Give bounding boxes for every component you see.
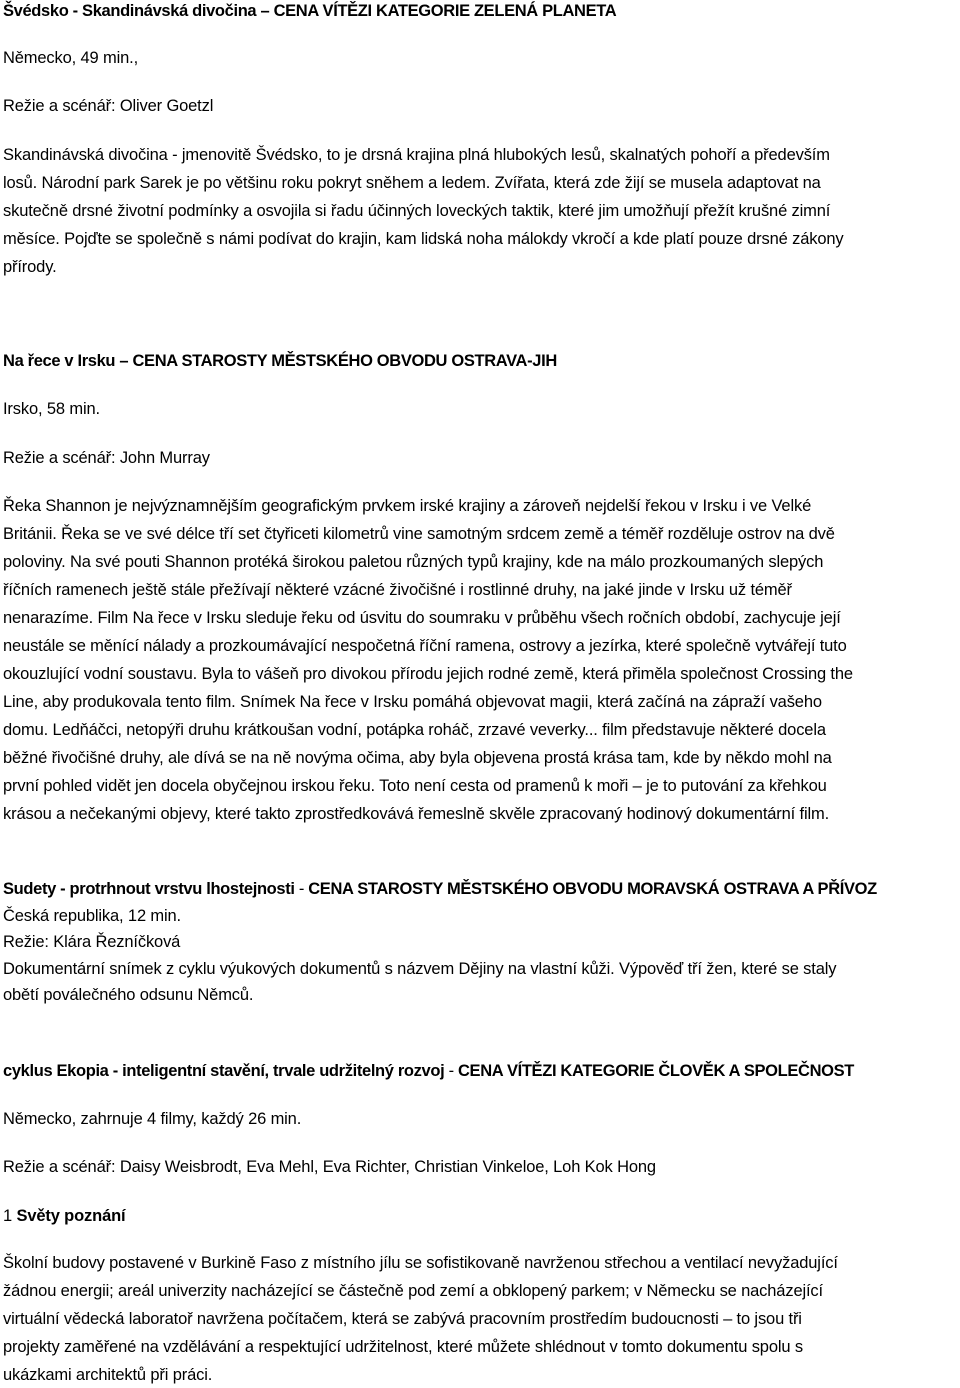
film-title-ekopia [3,1061,854,1081]
description-line: projekty zaměřené na vzdělávání a respektující udržitelnost, které můžete shlédnout v tomto dokumentu spolu s [3,1338,803,1356]
description-line: Dokumentární snímek z cyklu výukových dokumentů s názvem Dějiny na vlastní kůži. Výpověď tří žen, které se staly [3,960,837,978]
film-title-sweden [3,1,616,21]
description-line: ukázkami architektů při práci. [3,1366,213,1384]
description-line: obětí poválečného odsunu Němců. [3,986,254,1004]
description-line: domu. Ledňáčci, netopýři druhu krátkoušan vodní, potápka roháč, zrzavé veverky... film představuje některé docela [3,721,826,739]
award-name: CENA STAROSTY MĚSTSKÉHO OBVODU OSTRAVA-JIH [132,352,557,370]
film-director: Režie a scénář: Daisy Weisbrodt, Eva Mehl, Eva Richter, Christian Vinkeloe, Loh Kok Hong [3,1158,656,1176]
description-line: neustále se měnící nálady a prozkoumávající nespočetná říční ramena, ostrovy a jezírka, které společně vytvářejí tuto [3,637,847,655]
title-separator: – [115,352,133,370]
film-name: Na řece v Irsku [3,352,116,370]
description-line: měsíce. Pojďte se společně s námi podívat do krajin, kam lidská noha málokdy vkročí a kde platí pouze drsné zákony [3,230,844,248]
title-separator: - [444,1062,458,1080]
film-country: Česká republika, 12 min. [3,907,181,925]
film-name: Švédsko - Skandinávská divočina [3,2,257,20]
description-line: poloviny. Na své pouti Shannon protéká širokou paletou různých typů krajiny, kde na málo prozkoumaných slepých [3,553,824,571]
film-title-sudety [3,879,877,899]
film-country: Německo, 49 min., [3,49,139,67]
description-line: žádnou energii; areál univerzity nacházející se částečně pod zemí a obklopený parkem; v Německu se nacházející [3,1282,823,1300]
description-line: Řeka Shannon je nejvýznamnějším geografickým prvkem irské krajiny a zároveň nejdelší řekou v Irsku i ve Velké [3,497,812,515]
film-director: Režie a scénář: Oliver Goetzl [3,97,214,115]
description-line: přírody. [3,258,57,276]
film-director: Režie a scénář: John Murray [3,449,210,467]
description-line: Skandinávská divočina - jmenovitě Švédsko, to je drsná krajina plná hlubokých lesů, skalnatých pohoří a především [3,146,830,164]
film-country: Irsko, 58 min. [3,400,100,418]
description-line: běžné řivočišné druhy, ale dívá se na ně novýma očima, aby byla objevena prostá krása tam, kde by někdo mohl na [3,749,832,767]
award-name: CENA VÍTĚZI KATEGORIE ČLOVĚK A SPOLEČNOST [457,1062,855,1080]
film-name: cyklus Ekopia - inteligentní stavění, trvale udržitelný rozvoj [3,1062,445,1080]
description-line: Line, aby produkovala tento film. Snímek Na řece v Irsku pomáhá objevovat magii, která začíná na zápraží vašeho [3,693,822,711]
film-country: Německo, zahrnuje 4 filmy, každý 26 min. [3,1110,302,1128]
film-title-ireland [3,351,557,371]
episode-heading [3,1206,125,1226]
award-name: CENA STAROSTY MĚSTSKÉHO OBVODU MORAVSKÁ OSTRAVA A PŘÍVOZ [308,880,877,898]
description-line: první pohled vidět jen docela obyčejnou irskou řeku. Toto není cesta od pramenů k moři – je to putování za křehkou [3,777,827,795]
description-line: nenarazíme. Film Na řece v Irsku sleduje řeku od úsvitu do soumraku v průběhu všech ročních období, zachycuje její [3,609,841,627]
description-line: Školní budovy postavené v Burkině Faso z místního jílu se sofistikovaně navrženou střechou a ventilací nevyžadující [3,1254,838,1272]
description-line: losů. Národní park Sarek je po většinu roku pokryt sněhem a ledem. Zvířata, která zde žijí se musela adaptovat na [3,174,821,192]
film-name: Sudety - protrhnout vrstvu lhostejnosti [3,880,295,898]
description-line: skutečně drsné životní podmínky a osvojila si řadu účinných loveckých taktik, které jim umožňují přežít krušné zimní [3,202,831,220]
title-separator: – [256,2,274,20]
description-line: říčních ramenech ještě stále přežívají některé vzácné živočišné i rostlinné druhy, na jaké jinde v Irsku už téměř [3,581,792,599]
description-line: virtuální vědecká laboratoř navržena počítačem, která se zabývá pracovním prostředím budoucnosti – to jsou tři [3,1310,802,1328]
film-director: Režie: Klára Řezníčková [3,933,181,951]
description-line: okouzlující vodní soustavu. Byla to vášeň pro divokou přírodu jejich rodné země, která přiměla společnost Crossing the [3,665,853,683]
award-name: CENA VÍTĚZI KATEGORIE ZELENÁ PLANETA [273,2,617,20]
description-line: krásou a nečekanými objevy, které takto zprostředkovává řemeslně skvěle zpracovaný hodinový dokumentární film. [3,805,830,823]
title-separator: - [294,880,309,898]
description-line: Británii. Řeka se ve své délce tří set čtyřiceti kilometrů vine samotným srdcem země a téměř rozděluje ostrov na dvě [3,525,835,543]
episode-number: 1 [3,1207,17,1225]
episode-title: Světy poznání [16,1207,126,1225]
